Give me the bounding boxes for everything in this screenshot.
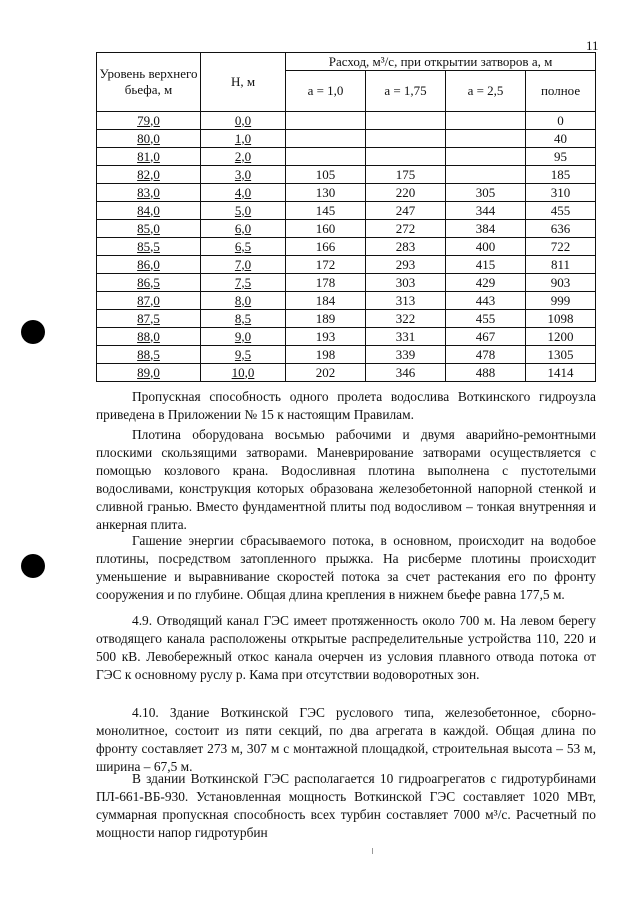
table-cell: 1,0: [201, 130, 286, 148]
table-row: [97, 184, 596, 202]
table-cell: 331: [366, 328, 446, 346]
table-cell: 87,5: [97, 310, 201, 328]
table-cell: 455: [526, 202, 596, 220]
paragraph-dam: Плотина оборудована восьмью рабочими и двумя аварийно-ремонтными плоскими скользящими затворами. Маневрирование затворами осуществляется с помощью козлового крана. Водосливная плотина выполнена с пустотелыми водосливами, конструкция которых образована железобетонной напорной стенкой и сливной гранью. Вместо фундаментной плиты под водосливом – тонкая внутренняя и анкерная плита.: [96, 427, 596, 532]
table-row: [97, 364, 596, 382]
subheader-a-1: a = 1,0: [286, 71, 366, 112]
table-cell: 79,0: [97, 112, 201, 130]
table-cell: 272: [366, 220, 446, 238]
table-cell: [286, 130, 366, 148]
table-cell: 5,0: [201, 202, 286, 220]
table-row: [97, 130, 596, 148]
table-cell: 1414: [526, 364, 596, 382]
paragraph-building: 4.10. Здание Воткинской ГЭС руслового типа, железобетонное, сборно-монолитное, состоит из пяти секций, по два агрегата в каждой. Общая длина по фронту составляет 273 м, 307 м с монтажной площадкой, строительная высота – 53 м, ширина – 67,5 м.: [96, 705, 596, 774]
table-cell: 3,0: [201, 166, 286, 184]
table-cell: 88,0: [97, 328, 201, 346]
header-h: H, м: [201, 53, 286, 112]
table-row: [97, 310, 596, 328]
table-cell: [366, 130, 446, 148]
table-body: [97, 112, 596, 382]
table-cell: [286, 148, 366, 166]
table-cell: [446, 166, 526, 184]
table-cell: 310: [526, 184, 596, 202]
table-cell: [366, 112, 446, 130]
table-row: [97, 112, 596, 130]
table-cell: 84,0: [97, 202, 201, 220]
table-cell: 80,0: [97, 130, 201, 148]
table-cell: 999: [526, 292, 596, 310]
table-cell: 346: [366, 364, 446, 382]
table-cell: 82,0: [97, 166, 201, 184]
table-cell: 95: [526, 148, 596, 166]
table-cell: [446, 130, 526, 148]
header-discharge: Расход, м³/с, при открытии затворов a, м: [286, 53, 596, 71]
table-cell: 467: [446, 328, 526, 346]
table-row: [97, 148, 596, 166]
table-cell: 87,0: [97, 292, 201, 310]
table-cell: 636: [526, 220, 596, 238]
table-cell: 400: [446, 238, 526, 256]
subheader-a-175: a = 1,75: [366, 71, 446, 112]
table-cell: 247: [366, 202, 446, 220]
table-cell: 185: [526, 166, 596, 184]
table-row: [97, 166, 596, 184]
table-cell: 1200: [526, 328, 596, 346]
table-cell: 105: [286, 166, 366, 184]
table-cell: 86,5: [97, 274, 201, 292]
table-row: [97, 202, 596, 220]
table-cell: 220: [366, 184, 446, 202]
table-cell: 7,0: [201, 256, 286, 274]
subheader-a-25: a = 2,5: [446, 71, 526, 112]
table-cell: 178: [286, 274, 366, 292]
table-cell: 89,0: [97, 364, 201, 382]
table-cell: 9,0: [201, 328, 286, 346]
table-cell: 86,0: [97, 256, 201, 274]
table-cell: 7,5: [201, 274, 286, 292]
paragraph-canal: 4.9. Отводящий канал ГЭС имеет протяженность около 700 м. На левом берегу отводящего канала расположены открытые распределительные устройства 110, 220 и 500 кВ. Левобережный откос канала очерчен из условия плавного отвода потока от ГЭС к основному руслу р. Кама при отсутствии водоворотных зон.: [96, 613, 596, 682]
table-cell: 415: [446, 256, 526, 274]
table-cell: 198: [286, 346, 366, 364]
table-cell: 0,0: [201, 112, 286, 130]
table-cell: 455: [446, 310, 526, 328]
table-cell: 293: [366, 256, 446, 274]
table-cell: 202: [286, 364, 366, 382]
table-cell: 85,0: [97, 220, 201, 238]
table-cell: 9,5: [201, 346, 286, 364]
table-cell: 903: [526, 274, 596, 292]
paragraph-energy: Гашение энергии сбрасываемого потока, в основном, происходит на водобое плотины, посредством затопленного прыжка. На рисберме плотины происходит уменьшение и выравнивание скоростей потока за счет растекания его по фронту сооружения и по глубине. Общая длина крепления в нижнем бьефе равна 177,5 м.: [96, 533, 596, 602]
table-cell: 189: [286, 310, 366, 328]
punch-hole: [21, 554, 45, 578]
table-cell: 313: [366, 292, 446, 310]
table-cell: 722: [526, 238, 596, 256]
table-row: [97, 238, 596, 256]
page-number: 11: [586, 38, 599, 53]
table-cell: 305: [446, 184, 526, 202]
paragraph-turbines: В здании Воткинской ГЭС располагается 10 гидроагрегатов с гидротурбинами ПЛ-661-ВБ-930. Установленная мощность Воткинской ГЭС составляет 1020 МВт, суммарная пропускная способность всех турбин составляет 7000 м³/с. Расчетный по мощности напор гидротурбин: [96, 771, 596, 840]
table-cell: 130: [286, 184, 366, 202]
table-cell: 339: [366, 346, 446, 364]
table-cell: 166: [286, 238, 366, 256]
table-cell: 8,5: [201, 310, 286, 328]
table-cell: 811: [526, 256, 596, 274]
table-cell: 184: [286, 292, 366, 310]
table-cell: 193: [286, 328, 366, 346]
table-cell: [286, 112, 366, 130]
table-cell: 429: [446, 274, 526, 292]
subheader-full: полное: [526, 71, 596, 112]
table-cell: 145: [286, 202, 366, 220]
table-cell: 83,0: [97, 184, 201, 202]
table-cell: 8,0: [201, 292, 286, 310]
table-cell: [446, 148, 526, 166]
table-row: [97, 292, 596, 310]
table-cell: 1305: [526, 346, 596, 364]
table-row: [97, 274, 596, 292]
scan-mark: [372, 848, 373, 854]
table-cell: [366, 148, 446, 166]
table-cell: 283: [366, 238, 446, 256]
punch-hole: [21, 320, 45, 344]
table-row: [97, 220, 596, 238]
table-cell: [446, 112, 526, 130]
table-cell: 303: [366, 274, 446, 292]
table-cell: 322: [366, 310, 446, 328]
table-cell: 160: [286, 220, 366, 238]
table-row: [97, 346, 596, 364]
table-cell: 40: [526, 130, 596, 148]
table-cell: 384: [446, 220, 526, 238]
table-row: [97, 256, 596, 274]
paragraph-capacity: Пропускная способность одного пролета водослива Воткинского гидроузла приведена в Приложении № 15 к настоящим Правилам.: [96, 389, 596, 422]
table-cell: 88,5: [97, 346, 201, 364]
table-cell: 4,0: [201, 184, 286, 202]
table-cell: 175: [366, 166, 446, 184]
header-level: Уровень верхнего бьефа, м: [97, 53, 201, 112]
table-cell: 81,0: [97, 148, 201, 166]
table-cell: 488: [446, 364, 526, 382]
table-cell: 10,0: [201, 364, 286, 382]
table-row: [97, 328, 596, 346]
table-cell: 6,0: [201, 220, 286, 238]
table-cell: 0: [526, 112, 596, 130]
table-cell: 172: [286, 256, 366, 274]
discharge-table: [96, 52, 596, 382]
table-cell: 2,0: [201, 148, 286, 166]
table-cell: 6,5: [201, 238, 286, 256]
table-cell: 85,5: [97, 238, 201, 256]
table-cell: 1098: [526, 310, 596, 328]
table-cell: 478: [446, 346, 526, 364]
table-cell: 443: [446, 292, 526, 310]
table-cell: 344: [446, 202, 526, 220]
